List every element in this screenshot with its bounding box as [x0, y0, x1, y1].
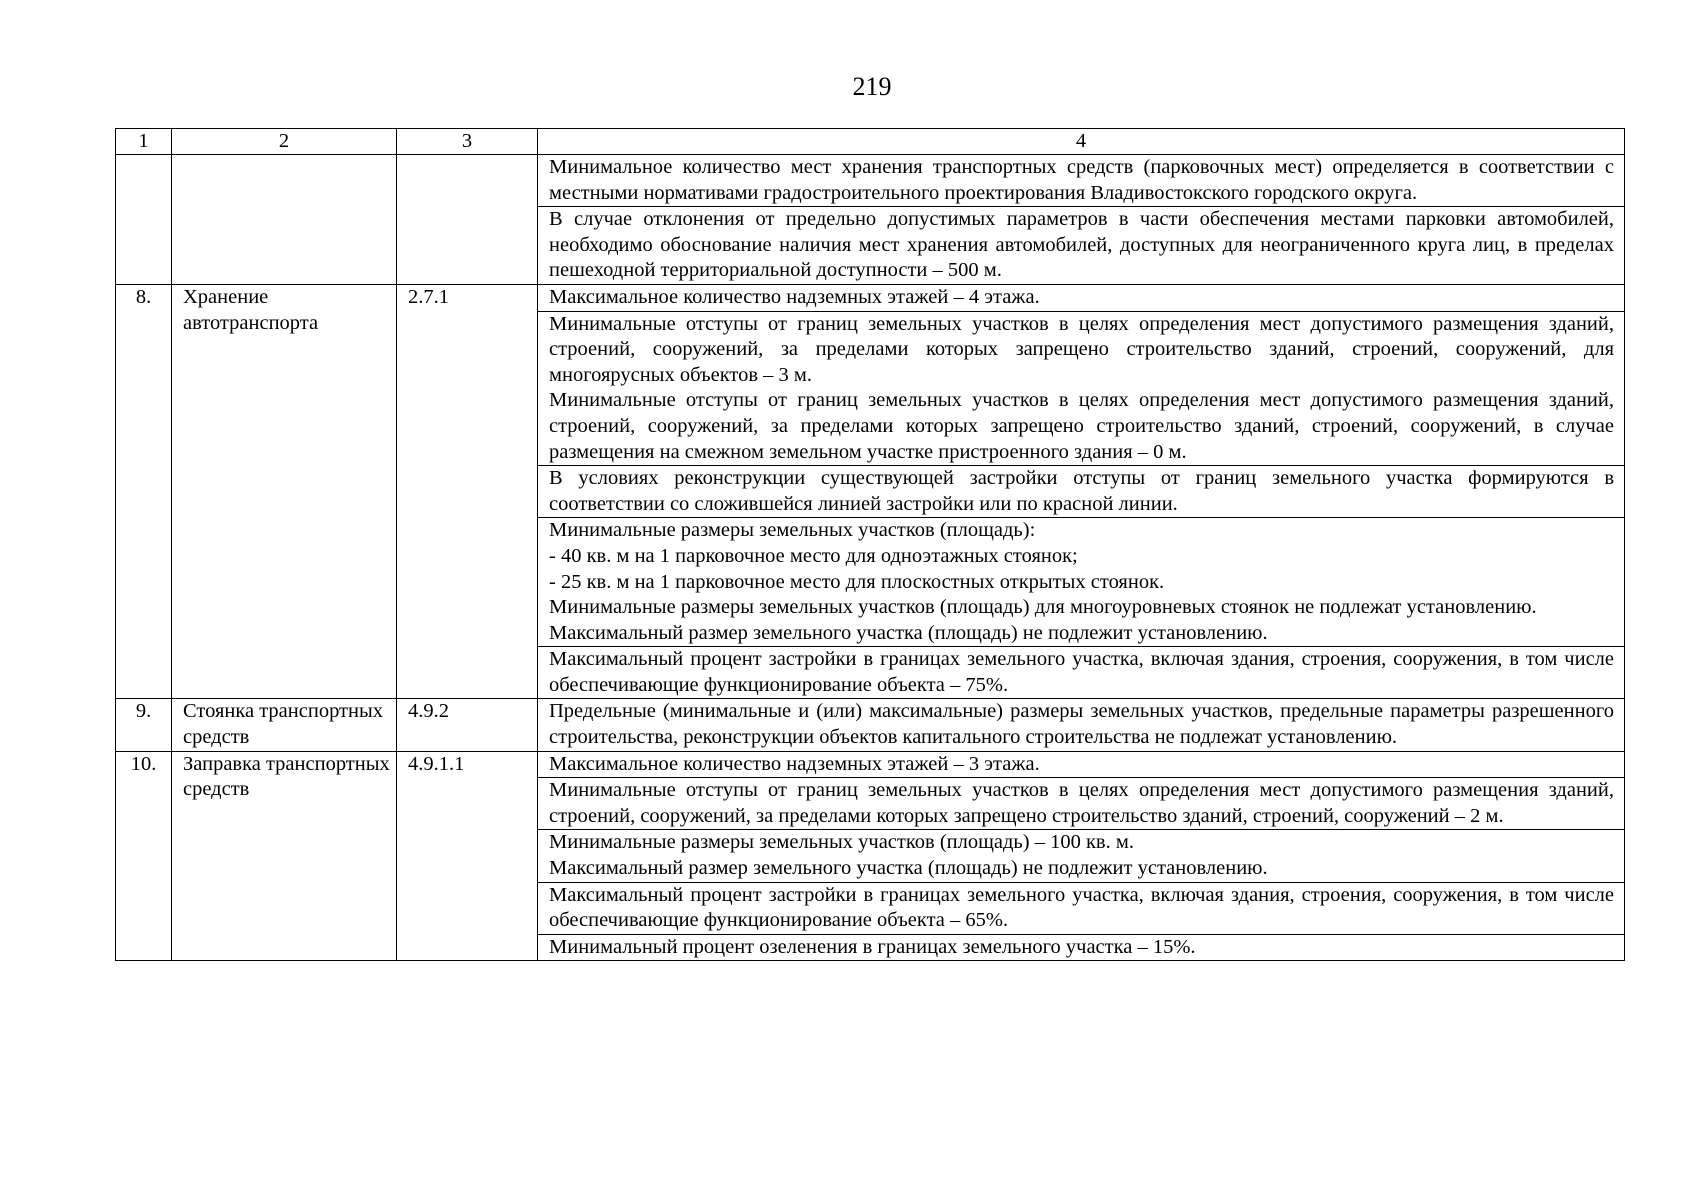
requirement-text: Минимальные размеры земельных участков (площадь) – 100 кв. м. Максимальный размер земельного участка (площадь) не подлежит установлению. [549, 831, 1268, 880]
table-row [116, 699, 1625, 751]
table-header [116, 129, 1625, 155]
table-row [116, 155, 1625, 207]
requirement-text: Максимальный процент застройки в границах земельного участка, включая здания, строения, сооружения, в том числе обеспечивающие функционирование объекта – 65%. [549, 883, 1614, 932]
use-name: Хранение автотранспорта [172, 284, 397, 699]
requirement-text: Минимальное количество мест хранения транспортных средств (парковочных мест) определяется в соответствии с местными нормативами градостроительного проектирования Владивостокского городского округа. [549, 156, 1614, 204]
use-code: 2.7.1 [397, 284, 538, 699]
requirement-cell [538, 934, 1625, 961]
page-number: 219 [852, 72, 892, 101]
requirement-cell [538, 699, 1625, 751]
regulations-table [115, 128, 1625, 961]
row-number: 8. [116, 284, 172, 699]
requirement-cell [538, 311, 1625, 466]
use-code-cell [397, 155, 538, 285]
requirement-text: В условиях реконструкции существующей застройки отступы от границ земельного участка формируются в соответствии со сложившейся линией застройки или по красной линии. [549, 467, 1614, 515]
requirement-cell [538, 830, 1625, 882]
requirement-text: Минимальные размеры земельных участков (площадь): - 40 кв. м на 1 парковочное место для одноэтажных стоянок; - 25 кв. м на 1 парковочное место для плоскостных открытых стоянок. Минимальные размеры земельных участков (площадь) для многоуровневых стоянок не подлежат установлению. Максимальный размер земельного участка (площадь) не подлежит установлению. [549, 519, 1537, 644]
requirement-text: Предельные (минимальные и (или) максимальные) размеры земельных участков, предельные параметры разрешенного строительства, реконструкции объектов капитального строительства не подлежат установлению. [549, 700, 1614, 749]
requirement-cell [538, 518, 1625, 647]
requirement-text: Минимальные отступы от границ земельных участков в целях определения мест допустимого размещения зданий, строений, сооружений, за пределами которых запрещено строительство зданий, строений, сооружений – 2 м. [549, 779, 1614, 827]
requirement-cell [538, 466, 1625, 518]
column-number-2: 2 [172, 129, 397, 155]
requirement-text: В случае отклонения от предельно допустимых параметров в части обеспечения местами парковки автомобилей, необходимо обоснование наличия мест хранения автомобилей, доступных для неограниченного круга лиц, в пределах пешеходной территориальной доступности – 500 м. [549, 208, 1614, 282]
use-code: 4.9.1.1 [397, 751, 538, 961]
use-name-cell [172, 155, 397, 285]
row-number: 10. [116, 751, 172, 961]
use-code: 4.9.2 [397, 699, 538, 751]
requirement-text: Минимальный процент озеленения в границах земельного участка – 15%. [549, 935, 1196, 958]
row-number-cell [116, 155, 172, 285]
requirement-cell [538, 207, 1625, 285]
requirement-text: Максимальное количество надземных этажей – 4 этажа. [549, 285, 1040, 308]
table-row [116, 751, 1625, 778]
column-number-1: 1 [116, 129, 172, 155]
table-body [116, 155, 1625, 961]
requirement-cell [538, 882, 1625, 934]
table-row [116, 284, 1625, 311]
requirement-cell [538, 284, 1625, 311]
requirement-text: Максимальный процент застройки в границах земельного участка, включая здания, строения, сооружения, в том числе обеспечивающие функционирование объекта – 75%. [549, 648, 1614, 696]
requirement-text: Минимальные отступы от границ земельных участков в целях определения мест допустимого размещения зданий, строений, сооружений, за пределами которых запрещено строительство зданий, строений, сооружений, для многоярусных объектов – 3 м. Минимальные отступы от границ земельных участков в целях определения мест допустимого размещения зданий, строений, сооружений, за пределами которых запрещено строительство зданий, строений, сооружений, в случае размещения на смежном земельном участке пристроенного здания – 0 м. [549, 312, 1614, 463]
requirement-text: Максимальное количество надземных этажей – 3 этажа. [549, 752, 1040, 775]
requirement-cell [538, 155, 1625, 207]
requirement-cell [538, 647, 1625, 699]
row-number: 9. [116, 699, 172, 751]
column-number-4: 4 [538, 129, 1625, 155]
column-number-3: 3 [397, 129, 538, 155]
requirement-cell [538, 778, 1625, 830]
requirement-cell [538, 751, 1625, 778]
use-name: Стоянка транспортных средств [172, 699, 397, 751]
use-name: Заправка транспортных средств [172, 751, 397, 961]
